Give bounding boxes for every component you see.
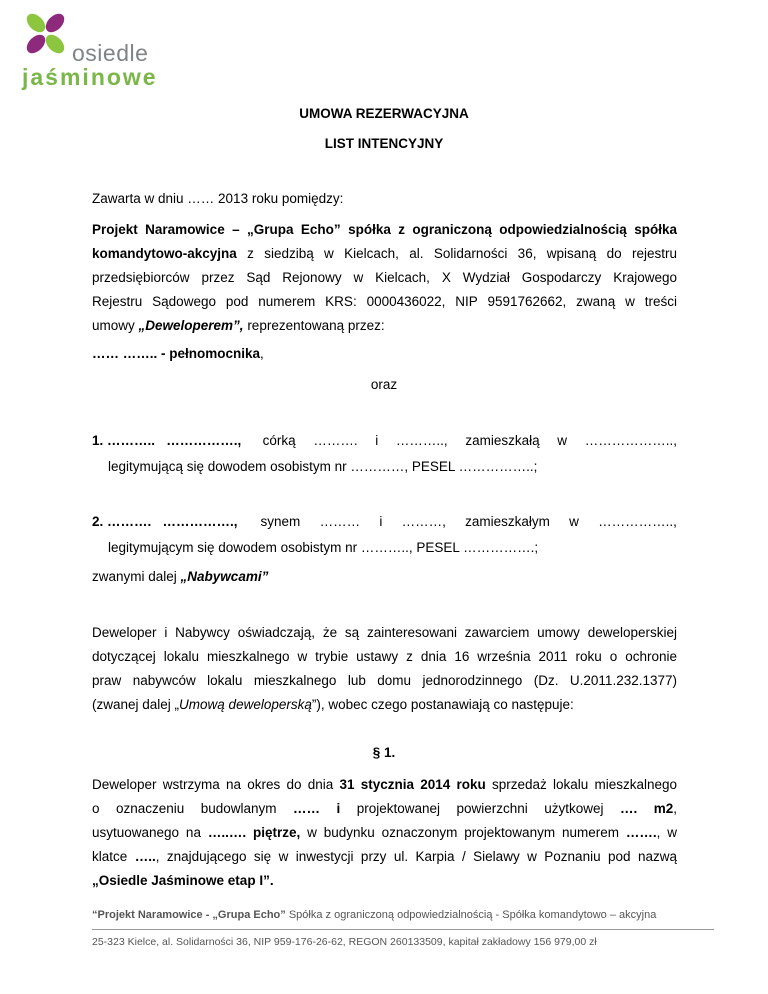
para2-l2b: …… i bbox=[293, 801, 341, 816]
buyer2-parent2: ………, bbox=[401, 514, 446, 529]
para2-l4c: , znajdującego się w inwestycji przy ul. Karpia / Sielawy w Poznaniu pod nazwą bbox=[155, 849, 677, 864]
party-line3: przedsiębiorców przez Sąd Rejonowy w Kielcach, X Wydział Gospodarczy Krajowego bbox=[92, 270, 677, 285]
buyers-definition bbox=[92, 565, 677, 589]
para2-l2a: o oznaczeniu budowlanym bbox=[92, 801, 294, 816]
party-line5b: reprezentowaną przez: bbox=[243, 318, 385, 333]
para1-l4a: (zwanej dalej „ bbox=[92, 697, 180, 712]
flower-icon bbox=[22, 12, 72, 58]
buyer1-parent2: ……….., bbox=[395, 433, 448, 448]
intro-line: Zawarta w dniu …… 2013 roku pomiędzy: bbox=[92, 191, 344, 206]
buyer2-id: legitymującym się dowodem osobistym nr ……….., PESEL …………….; bbox=[108, 540, 539, 555]
footer-company-type: Spółka z ograniczoną odpowiedzialnością - Spółka komandytowo – akcyjna bbox=[285, 909, 657, 921]
developer-term: „Deweloperem”, bbox=[138, 318, 244, 333]
para2-l2e: , bbox=[673, 801, 677, 816]
para2-date: 31 stycznia 2014 roku bbox=[339, 777, 486, 792]
footer-address: 25-323 Kielce, al. Solidarności 36, NIP 959-176-26-62, REGON 260133509, kapitał zakładowy 156 979,00 zł bbox=[92, 936, 597, 948]
footer-company bbox=[92, 909, 656, 921]
buyer2-address: …………….., bbox=[598, 514, 677, 529]
footer-divider bbox=[92, 929, 714, 930]
para2-l3a: usytuowanego na bbox=[92, 825, 208, 840]
para2-staircase: ….. bbox=[134, 849, 156, 864]
para2-l1a: Deweloper wstrzyma na okres do dnia bbox=[92, 777, 340, 792]
buyer-2 bbox=[92, 509, 677, 561]
buyer2-residence: zamieszkałym bbox=[465, 514, 550, 529]
buyer1-relation: córką bbox=[262, 433, 296, 448]
buyer1-name: 1. ……….. ……………., bbox=[92, 433, 246, 448]
para2-l1c: sprzedaż lokalu mieszkalnego bbox=[485, 777, 677, 792]
party-line5a: umowy bbox=[92, 318, 139, 333]
party-line2: z siedzibą w Kielcach, al. Solidarności 36, wpisaną do rejestru bbox=[236, 246, 677, 261]
party-line4: Rejestru Sądowego pod numerem KRS: 0000436022, NIP 9591762662, zwaną w treści bbox=[92, 294, 677, 309]
proxy-rest: , bbox=[260, 346, 264, 361]
buyer-1 bbox=[92, 428, 677, 480]
footer-company-name: “Projekt Naramowice - „Grupa Echo” bbox=[92, 909, 286, 921]
para1-line3: praw nabywców lokalu mieszkalnego lub domu jednorodzinnego (Dz. U.2011.232.1377) bbox=[92, 673, 677, 688]
buyer2-w: w bbox=[569, 514, 579, 529]
buyer1-parent: ………. bbox=[313, 433, 358, 448]
party-line1: Projekt Naramowice – „Grupa Echo” spółka z ograniczoną odpowiedzialnością spółka bbox=[92, 222, 677, 237]
para2-l3c: w budynku oznaczonym projektowanym numerem bbox=[300, 825, 626, 840]
company-logo bbox=[22, 12, 182, 94]
para1-line2: dotyczącej lokalu mieszkalnego w trybie ustawy z dnia 16 września 2011 roku o ochronie bbox=[92, 649, 677, 664]
buyers-term: „Nabywcami” bbox=[180, 569, 269, 584]
paragraph-intent bbox=[92, 621, 677, 717]
party-line2-bold: komandytowo-akcyjna bbox=[92, 246, 237, 261]
para2-floor: …..…. piętrze, bbox=[207, 825, 301, 840]
para1-l4c: ”), wobec czego postanawiają co następuje: bbox=[311, 697, 574, 712]
para2-area: …. m2 bbox=[620, 801, 674, 816]
paragraph-section-1 bbox=[92, 773, 677, 893]
buyer2-name: 2. ………. ……………., bbox=[92, 514, 242, 529]
buyers-def-a: zwanymi dalej bbox=[92, 569, 181, 584]
logo-text-osiedle: osiedle bbox=[72, 40, 149, 66]
proxy-line bbox=[92, 342, 677, 366]
para2-l3e: , w bbox=[656, 825, 677, 840]
document-subtitle: LIST INTENCYJNY bbox=[324, 136, 444, 151]
section-heading: § 1. bbox=[372, 745, 396, 760]
para2-building: ……. bbox=[625, 825, 657, 840]
para2-project-name: „Osiedle Jaśminowe etap I”. bbox=[92, 873, 274, 888]
buyer2-parent: ……… bbox=[319, 514, 361, 529]
buyer1-address: ……………….., bbox=[584, 433, 677, 448]
buyer1-id: legitymującą się dowodem osobistym nr …………, PESEL ……………..; bbox=[108, 459, 538, 474]
proxy-bold: …… …….. - pełnomocnika bbox=[92, 346, 261, 361]
para2-l4a: klatce bbox=[92, 849, 135, 864]
buyer1-w: w bbox=[557, 433, 568, 448]
para1-l4b: Umową deweloperską bbox=[179, 697, 312, 712]
buyer2-and: i bbox=[379, 514, 383, 529]
developer-party bbox=[92, 218, 677, 338]
document-title: UMOWA REZERWACYJNA bbox=[299, 106, 469, 121]
para1-line1: Deweloper i Nabywcy oświadczają, że są zainteresowani zawarciem umowy deweloperskiej bbox=[92, 625, 677, 640]
buyer1-and: i bbox=[375, 433, 379, 448]
para2-l2c: projektowanej powierzchni użytkowej bbox=[340, 801, 620, 816]
buyer2-relation: synem bbox=[260, 514, 301, 529]
logo-text-jasminowe: jaśminowe bbox=[22, 64, 158, 90]
oraz-text: oraz bbox=[370, 377, 398, 392]
buyer1-residence: zamieszkałą bbox=[465, 433, 540, 448]
